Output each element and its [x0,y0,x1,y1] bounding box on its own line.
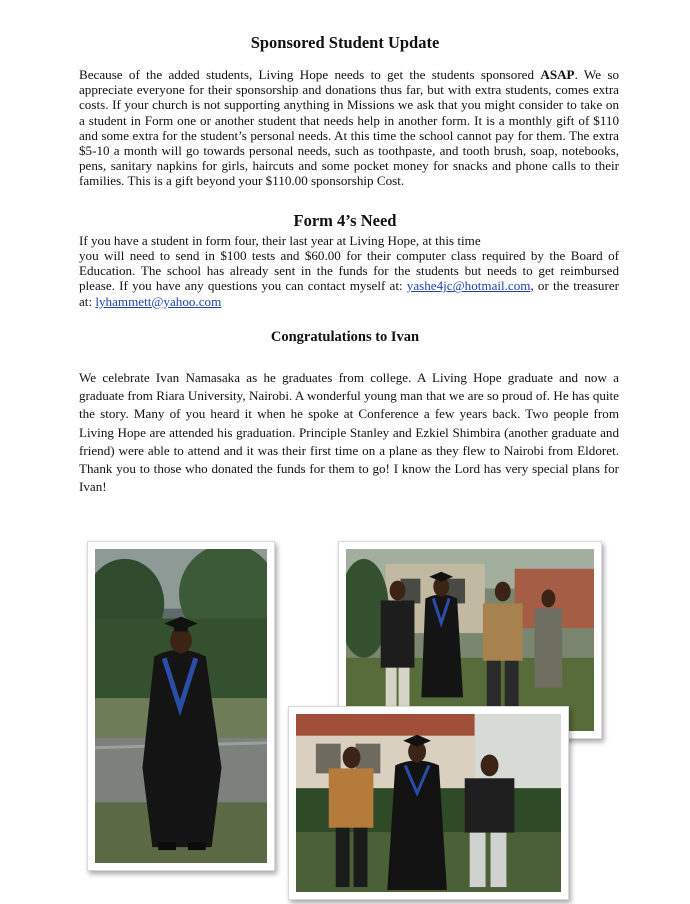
form4-intro-line: If you have a student in form four, their last year at Living Hope, at this time [79,233,481,248]
ivan-title: Congratulations to Ivan [270,329,420,345]
photo-ivan-graduation-image [95,549,267,863]
photo-ivan-with-friends [288,706,569,900]
photo-graduation-group-image [346,549,594,731]
email-link-contact[interactable]: yashe4jc@hotmail.com [406,278,531,294]
form4-paragraph: you will need to send in $100 tests and $60.00 for their computer class required by the Board of Education. The school has already sent in the funds for the students but needs to get reimbursed please. If you have any questions you can contact myself at: yashe4jc@hotmail.com, or the treasurer at: lyhammett@yahoo.com [79,248,619,309]
sponsored-paragraph: Because of the added students, Living Hope needs to get the students sponsored ASAP. We so appreciate everyone for their sponsorship and donations thus far, but with extra students, comes extra costs. If your church is not supporting anything in Missions we ask that you might consider to take on a student in Form one or another student that needs help in another form. It is a monthly gift of $110 and some extra for the student’s personal needs. At this time the school cannot pay for them. The extra $5-10 a month will go towards personal needs, such as toothpaste, and tooth brush, soap, notebooks, pens, sanitary napkins for girls, haircuts and some pocket money for snacks and phone calls to their families. This is a gift beyond your $110.00 sponsorship Cost. [79,67,619,189]
sponsored-title: Sponsored Student Update [250,33,440,52]
form4-title: Form 4’s Need [293,211,397,230]
photo-ivan-graduation [87,541,275,871]
asap-emphasis: ASAP [540,67,575,82]
ivan-paragraph: We celebrate Ivan Namasaka as he graduates from college. A Living Hope graduate and now a graduate from Riara University, Nairobi. A wonderful young man that we are so proud of. He has quite the story. Many of you heard it when he spoke at Conference a few years back. Two people from Living Hope are attended his graduation. Principle Stanley and Ezkiel Shimbira (another graduate and friend) were able to attend and it was their first time on a plane as they flew to Nairobi from Eldoret. Thank you to those who donated the funds for them to go! I know the Lord has very special plans for Ivan! [79,370,619,495]
email-link-treasurer[interactable]: lyhammett@yahoo.com [95,293,222,309]
photo-ivan-with-friends-image [296,714,561,892]
